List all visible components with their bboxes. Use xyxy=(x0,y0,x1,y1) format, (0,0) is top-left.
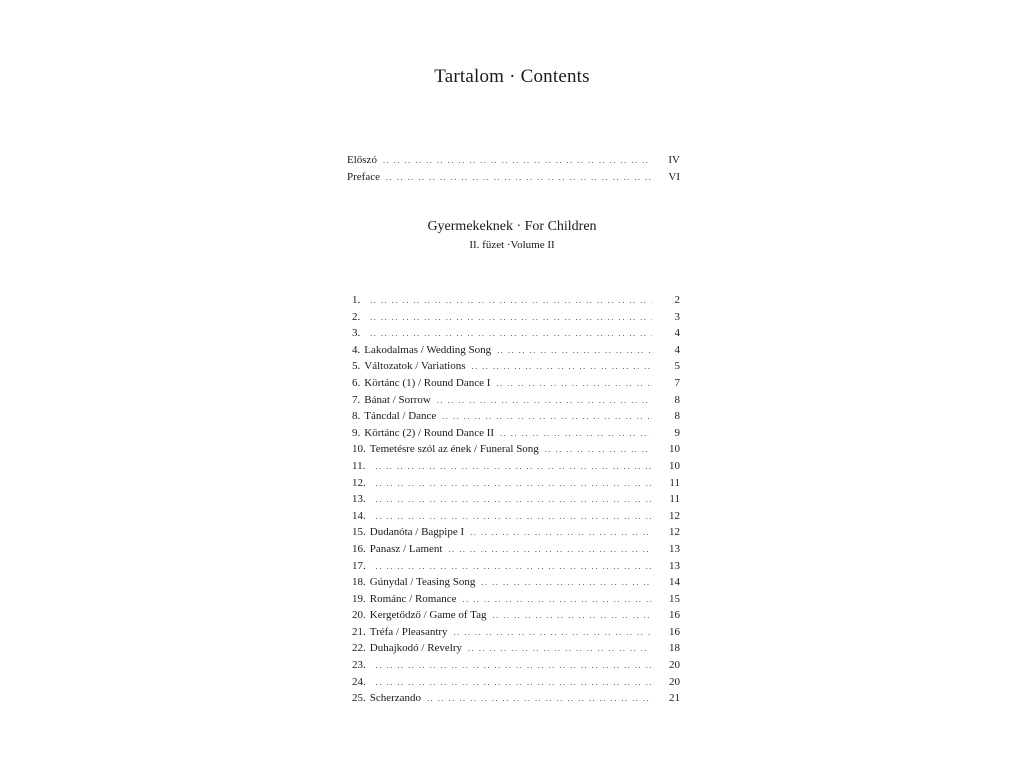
piece-title: Duhajkodó / Revelry xyxy=(369,642,463,655)
toc-entry[interactable] xyxy=(347,475,680,492)
piece-title: Tréfa / Pleasantry xyxy=(369,625,448,638)
toc-entry[interactable] xyxy=(347,152,680,169)
toc-entry-page: 18 xyxy=(669,642,680,655)
piece-number: 6. xyxy=(352,376,361,389)
toc-entry-page: 15 xyxy=(669,592,680,605)
piece-number: 15. xyxy=(352,526,366,539)
toc-entry-label xyxy=(347,574,475,591)
toc-entry-page: 2 xyxy=(674,294,680,306)
piece-number: 10. xyxy=(352,443,366,456)
dot-leader xyxy=(370,293,652,310)
front-matter-list xyxy=(347,152,680,185)
toc-entry[interactable] xyxy=(347,309,680,326)
dot-leader xyxy=(376,658,652,675)
piece-number: 17. xyxy=(352,559,366,572)
toc-entry[interactable] xyxy=(347,392,680,409)
toc-entry-page: 16 xyxy=(669,609,680,622)
dot-leader xyxy=(481,575,652,592)
toc-entry[interactable] xyxy=(347,169,680,186)
dot-leader xyxy=(386,170,652,187)
piece-number: 20. xyxy=(352,609,366,622)
toc-entry-page: 12 xyxy=(669,509,680,522)
toc-entry-page: 11 xyxy=(669,493,680,506)
piece-number: 18. xyxy=(352,576,366,589)
toc-entry-label xyxy=(347,640,462,657)
dot-leader xyxy=(437,393,652,410)
toc-entry-label xyxy=(347,508,370,525)
toc-entry-label xyxy=(347,292,364,309)
toc-entry-label: Preface xyxy=(347,170,380,183)
piece-number: 24. xyxy=(352,675,366,688)
toc-entry-page: 3 xyxy=(674,310,680,323)
piece-title: Panasz / Lament xyxy=(369,542,443,555)
dot-leader xyxy=(545,442,652,459)
toc-entry-label xyxy=(347,309,364,326)
dot-leader xyxy=(442,409,652,426)
dot-leader xyxy=(376,476,652,493)
toc-entry-page: IV xyxy=(668,154,680,166)
toc-entry-page: 7 xyxy=(674,376,680,389)
toc-entry-page: 9 xyxy=(674,426,680,439)
piece-number: 14. xyxy=(352,509,366,522)
piece-number: 19. xyxy=(352,592,366,605)
toc-entry[interactable] xyxy=(347,441,680,458)
toc-entry-label: Előszó xyxy=(347,154,377,166)
toc-entry-label xyxy=(347,558,370,575)
toc-entry[interactable] xyxy=(347,425,680,442)
toc-entry-page: 10 xyxy=(669,459,680,472)
piece-number: 2. xyxy=(352,310,361,323)
toc-entry[interactable] xyxy=(347,408,680,425)
piece-title: Gúnydal / Teasing Song xyxy=(369,576,476,589)
toc-entry-label xyxy=(347,475,370,492)
toc-entry-label xyxy=(347,524,464,541)
toc-entry[interactable] xyxy=(347,541,680,558)
dot-leader xyxy=(370,310,652,327)
piece-title: Dudanóta / Bagpipe I xyxy=(369,526,465,539)
dot-leader xyxy=(427,691,652,708)
toc-entry-label xyxy=(347,674,370,691)
toc-entry-label xyxy=(347,591,457,608)
toc-entry-label xyxy=(347,342,491,359)
toc-entry-page: 8 xyxy=(674,393,680,406)
piece-title: Scherzando xyxy=(369,692,422,705)
piece-title: Bánat / Sorrow xyxy=(364,393,431,406)
dot-leader xyxy=(471,359,652,376)
toc-entry-page: 5 xyxy=(674,360,680,373)
piece-title: Változatok / Variations xyxy=(364,360,466,373)
dot-leader xyxy=(470,525,652,542)
toc-entry-label xyxy=(347,441,539,458)
piece-number: 21. xyxy=(352,625,366,638)
toc-entry-label xyxy=(347,375,490,392)
toc-entry-page: 12 xyxy=(669,526,680,539)
dot-leader xyxy=(463,592,652,609)
section-title: Gyermekeknek · For Children xyxy=(427,219,597,234)
section-subtitle: II. füzet ·Volume II xyxy=(469,239,555,251)
toc-entry[interactable] xyxy=(347,491,680,508)
page-title: Tartalom · Contents xyxy=(434,66,590,87)
dot-leader xyxy=(454,625,652,642)
pieces-list xyxy=(347,292,680,707)
toc-entry-page: 16 xyxy=(669,625,680,638)
toc-entry[interactable] xyxy=(347,657,680,674)
toc-entry-page: 11 xyxy=(669,476,680,489)
piece-number: 11. xyxy=(352,459,366,472)
toc-entry-label xyxy=(347,392,431,409)
toc-entry-label xyxy=(347,458,369,475)
section-heading xyxy=(0,217,1024,253)
toc-entry-label xyxy=(347,624,448,641)
dot-leader xyxy=(448,542,652,559)
toc-entry[interactable] xyxy=(347,558,680,575)
dot-leader xyxy=(383,153,652,170)
toc-entry-page: 8 xyxy=(674,410,680,423)
toc-entry[interactable] xyxy=(347,325,680,342)
toc-entry[interactable] xyxy=(347,342,680,359)
piece-number: 8. xyxy=(352,410,361,423)
toc-entry[interactable] xyxy=(347,674,680,691)
toc-entry[interactable] xyxy=(347,375,680,392)
piece-number: 7. xyxy=(352,393,361,406)
piece-number: 9. xyxy=(352,426,361,439)
dot-leader xyxy=(468,641,652,658)
piece-title: Lakodalmas / Wedding Song xyxy=(364,343,492,356)
toc-entry[interactable] xyxy=(347,458,680,475)
toc-entry-page: 10 xyxy=(669,443,680,456)
toc-entry-label xyxy=(347,358,465,375)
piece-number: 16. xyxy=(352,542,366,555)
toc-entry[interactable] xyxy=(347,508,680,525)
piece-number: 1. xyxy=(352,294,361,306)
toc-entry-label xyxy=(347,607,486,624)
toc-entry-label xyxy=(347,425,494,442)
piece-number: 12. xyxy=(352,476,366,489)
toc-entry-label xyxy=(347,541,442,558)
toc-entry[interactable] xyxy=(347,591,680,608)
piece-number: 22. xyxy=(352,642,366,655)
toc-entry-page: 20 xyxy=(669,675,680,688)
piece-number: 25. xyxy=(352,692,366,705)
toc-entry[interactable] xyxy=(347,292,680,309)
dot-leader xyxy=(375,459,652,476)
toc-entry[interactable] xyxy=(347,640,680,657)
toc-entry-page: 13 xyxy=(669,559,680,572)
piece-title: Temetésre szól az ének / Funeral Song xyxy=(369,443,539,456)
toc-entry-page: 20 xyxy=(669,659,680,672)
piece-title: Kergetődző / Game of Tag xyxy=(369,609,487,622)
toc-entry-page: VI xyxy=(668,170,680,183)
toc-entry-page: 21 xyxy=(669,692,680,705)
toc-entry-label xyxy=(347,690,421,707)
piece-title: Körtánc (1) / Round Dance I xyxy=(364,376,491,389)
piece-number: 23. xyxy=(352,659,366,672)
toc-entry-page: 4 xyxy=(674,343,680,356)
toc-entry-page: 14 xyxy=(669,576,680,589)
piece-number: 4. xyxy=(352,343,361,356)
toc-entry[interactable] xyxy=(347,524,680,541)
toc-entry-label xyxy=(347,325,364,342)
toc-entry-page: 4 xyxy=(674,327,680,340)
dot-leader xyxy=(496,376,652,393)
piece-title: Táncdal / Dance xyxy=(364,410,437,423)
toc-entry[interactable] xyxy=(347,624,680,641)
dot-leader xyxy=(497,343,652,360)
toc-entry-page: 13 xyxy=(669,542,680,555)
dot-leader xyxy=(376,675,652,692)
dot-leader xyxy=(376,492,652,509)
toc-entry[interactable] xyxy=(347,358,680,375)
dot-leader xyxy=(492,608,652,625)
piece-title: Románc / Romance xyxy=(369,592,457,605)
toc-entry-label xyxy=(347,408,436,425)
toc-entry[interactable] xyxy=(347,690,680,707)
toc-entry-label xyxy=(347,491,370,508)
piece-number: 3. xyxy=(352,327,361,340)
piece-number: 5. xyxy=(352,360,361,373)
piece-title: Körtánc (2) / Round Dance II xyxy=(364,426,495,439)
toc-entry-label xyxy=(347,657,370,674)
toc-entry[interactable] xyxy=(347,574,680,591)
dot-leader xyxy=(500,426,652,443)
dot-leader xyxy=(376,509,652,526)
dot-leader xyxy=(370,326,652,343)
piece-number: 13. xyxy=(352,493,366,506)
dot-leader xyxy=(376,559,652,576)
toc-entry[interactable] xyxy=(347,607,680,624)
